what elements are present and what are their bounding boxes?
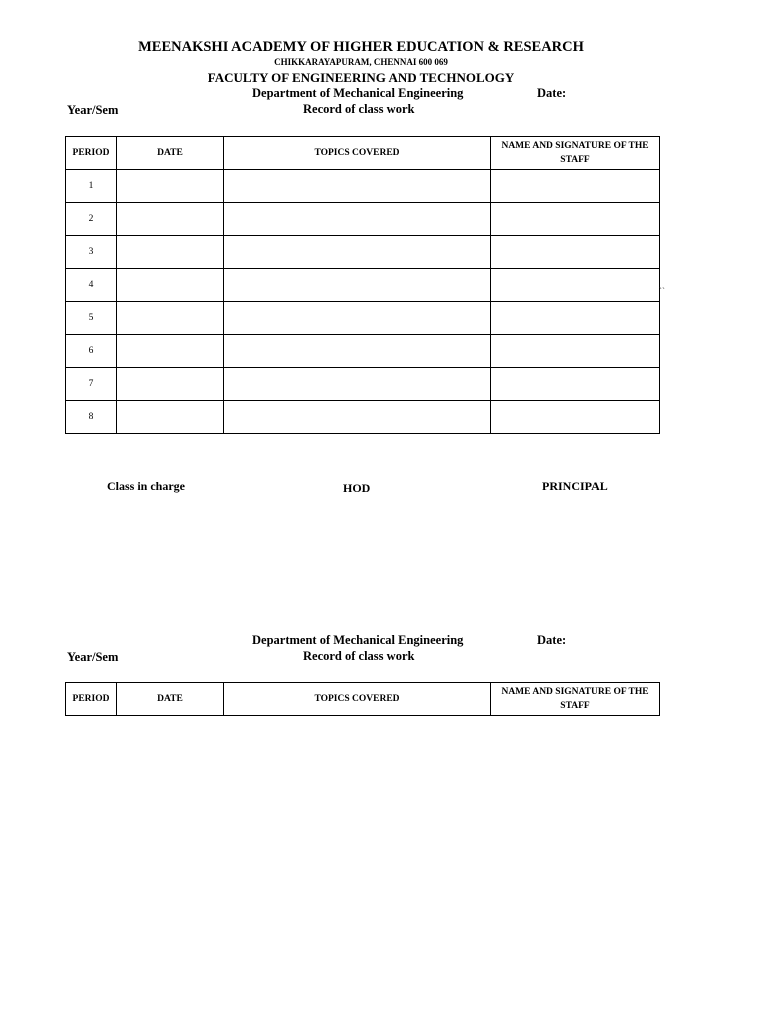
period-cell: 7 xyxy=(66,368,117,401)
period-cell: 4 xyxy=(66,269,117,302)
period-cell: 5 xyxy=(66,302,117,335)
date-cell[interactable] xyxy=(117,335,224,368)
topics-cell[interactable] xyxy=(224,302,491,335)
department-label: Department of Mechanical Engineering xyxy=(252,86,464,100)
signature-cell[interactable] xyxy=(491,269,660,302)
date-cell[interactable] xyxy=(117,269,224,302)
signature-cell[interactable] xyxy=(491,203,660,236)
column-header-period: PERIOD xyxy=(66,683,117,716)
date-cell[interactable] xyxy=(117,401,224,434)
year-sem-label-2: Year/Sem xyxy=(67,650,119,664)
year-sem-label: Year/Sem xyxy=(67,103,119,117)
signature-cell[interactable] xyxy=(491,335,660,368)
table-header-row xyxy=(66,683,660,716)
table-row xyxy=(66,170,660,203)
table-row xyxy=(66,335,660,368)
period-cell: 6 xyxy=(66,335,117,368)
class-work-table-2 xyxy=(65,682,660,716)
date-cell[interactable] xyxy=(117,203,224,236)
principal-label: PRINCIPAL xyxy=(542,479,608,493)
signature-cell[interactable] xyxy=(491,368,660,401)
faculty-title: FACULTY OF ENGINEERING AND TECHNOLOGY xyxy=(207,70,515,85)
table-row xyxy=(66,302,660,335)
column-header-signature: NAME AND SIGNATURE OF THE STAFF xyxy=(491,137,660,170)
column-header-period: PERIOD xyxy=(66,137,117,170)
period-cell: 3 xyxy=(66,236,117,269)
date-cell[interactable] xyxy=(117,302,224,335)
topics-cell[interactable] xyxy=(224,203,491,236)
table-row xyxy=(66,269,660,302)
date-cell[interactable] xyxy=(117,368,224,401)
column-header-date: DATE xyxy=(117,137,224,170)
signature-cell[interactable] xyxy=(491,401,660,434)
record-title: Record of class work xyxy=(303,102,415,116)
record-title-2: Record of class work xyxy=(303,649,415,663)
topics-cell[interactable] xyxy=(224,236,491,269)
stray-mark: `` xyxy=(659,286,665,296)
signature-cell[interactable] xyxy=(491,170,660,203)
class-work-table xyxy=(65,136,660,434)
institution-title: MEENAKSHI ACADEMY OF HIGHER EDUCATION & RESEARCH xyxy=(138,39,584,55)
table-row xyxy=(66,401,660,434)
date-cell[interactable] xyxy=(117,236,224,269)
signature-cell[interactable] xyxy=(491,302,660,335)
topics-cell[interactable] xyxy=(224,335,491,368)
period-cell: 8 xyxy=(66,401,117,434)
institution-address: CHIKKARAYAPURAM, CHENNAI 600 069 xyxy=(274,57,448,67)
column-header-signature: NAME AND SIGNATURE OF THE STAFF xyxy=(491,683,660,716)
column-header-topics: TOPICS COVERED xyxy=(224,683,491,716)
period-cell: 2 xyxy=(66,203,117,236)
class-in-charge-label: Class in charge xyxy=(107,479,185,493)
topics-cell[interactable] xyxy=(224,269,491,302)
topics-cell[interactable] xyxy=(224,401,491,434)
topics-cell[interactable] xyxy=(224,368,491,401)
table-row xyxy=(66,236,660,269)
date-label-2: Date: xyxy=(537,633,567,647)
date-cell[interactable] xyxy=(117,170,224,203)
table-header-row xyxy=(66,137,660,170)
period-cell: 1 xyxy=(66,170,117,203)
hod-label: HOD xyxy=(343,481,371,495)
table-row xyxy=(66,368,660,401)
date-label: Date: xyxy=(537,86,567,100)
department-label-2: Department of Mechanical Engineering xyxy=(252,633,464,647)
column-header-topics: TOPICS COVERED xyxy=(224,137,491,170)
signature-cell[interactable] xyxy=(491,236,660,269)
column-header-date: DATE xyxy=(117,683,224,716)
topics-cell[interactable] xyxy=(224,170,491,203)
table-row xyxy=(66,203,660,236)
